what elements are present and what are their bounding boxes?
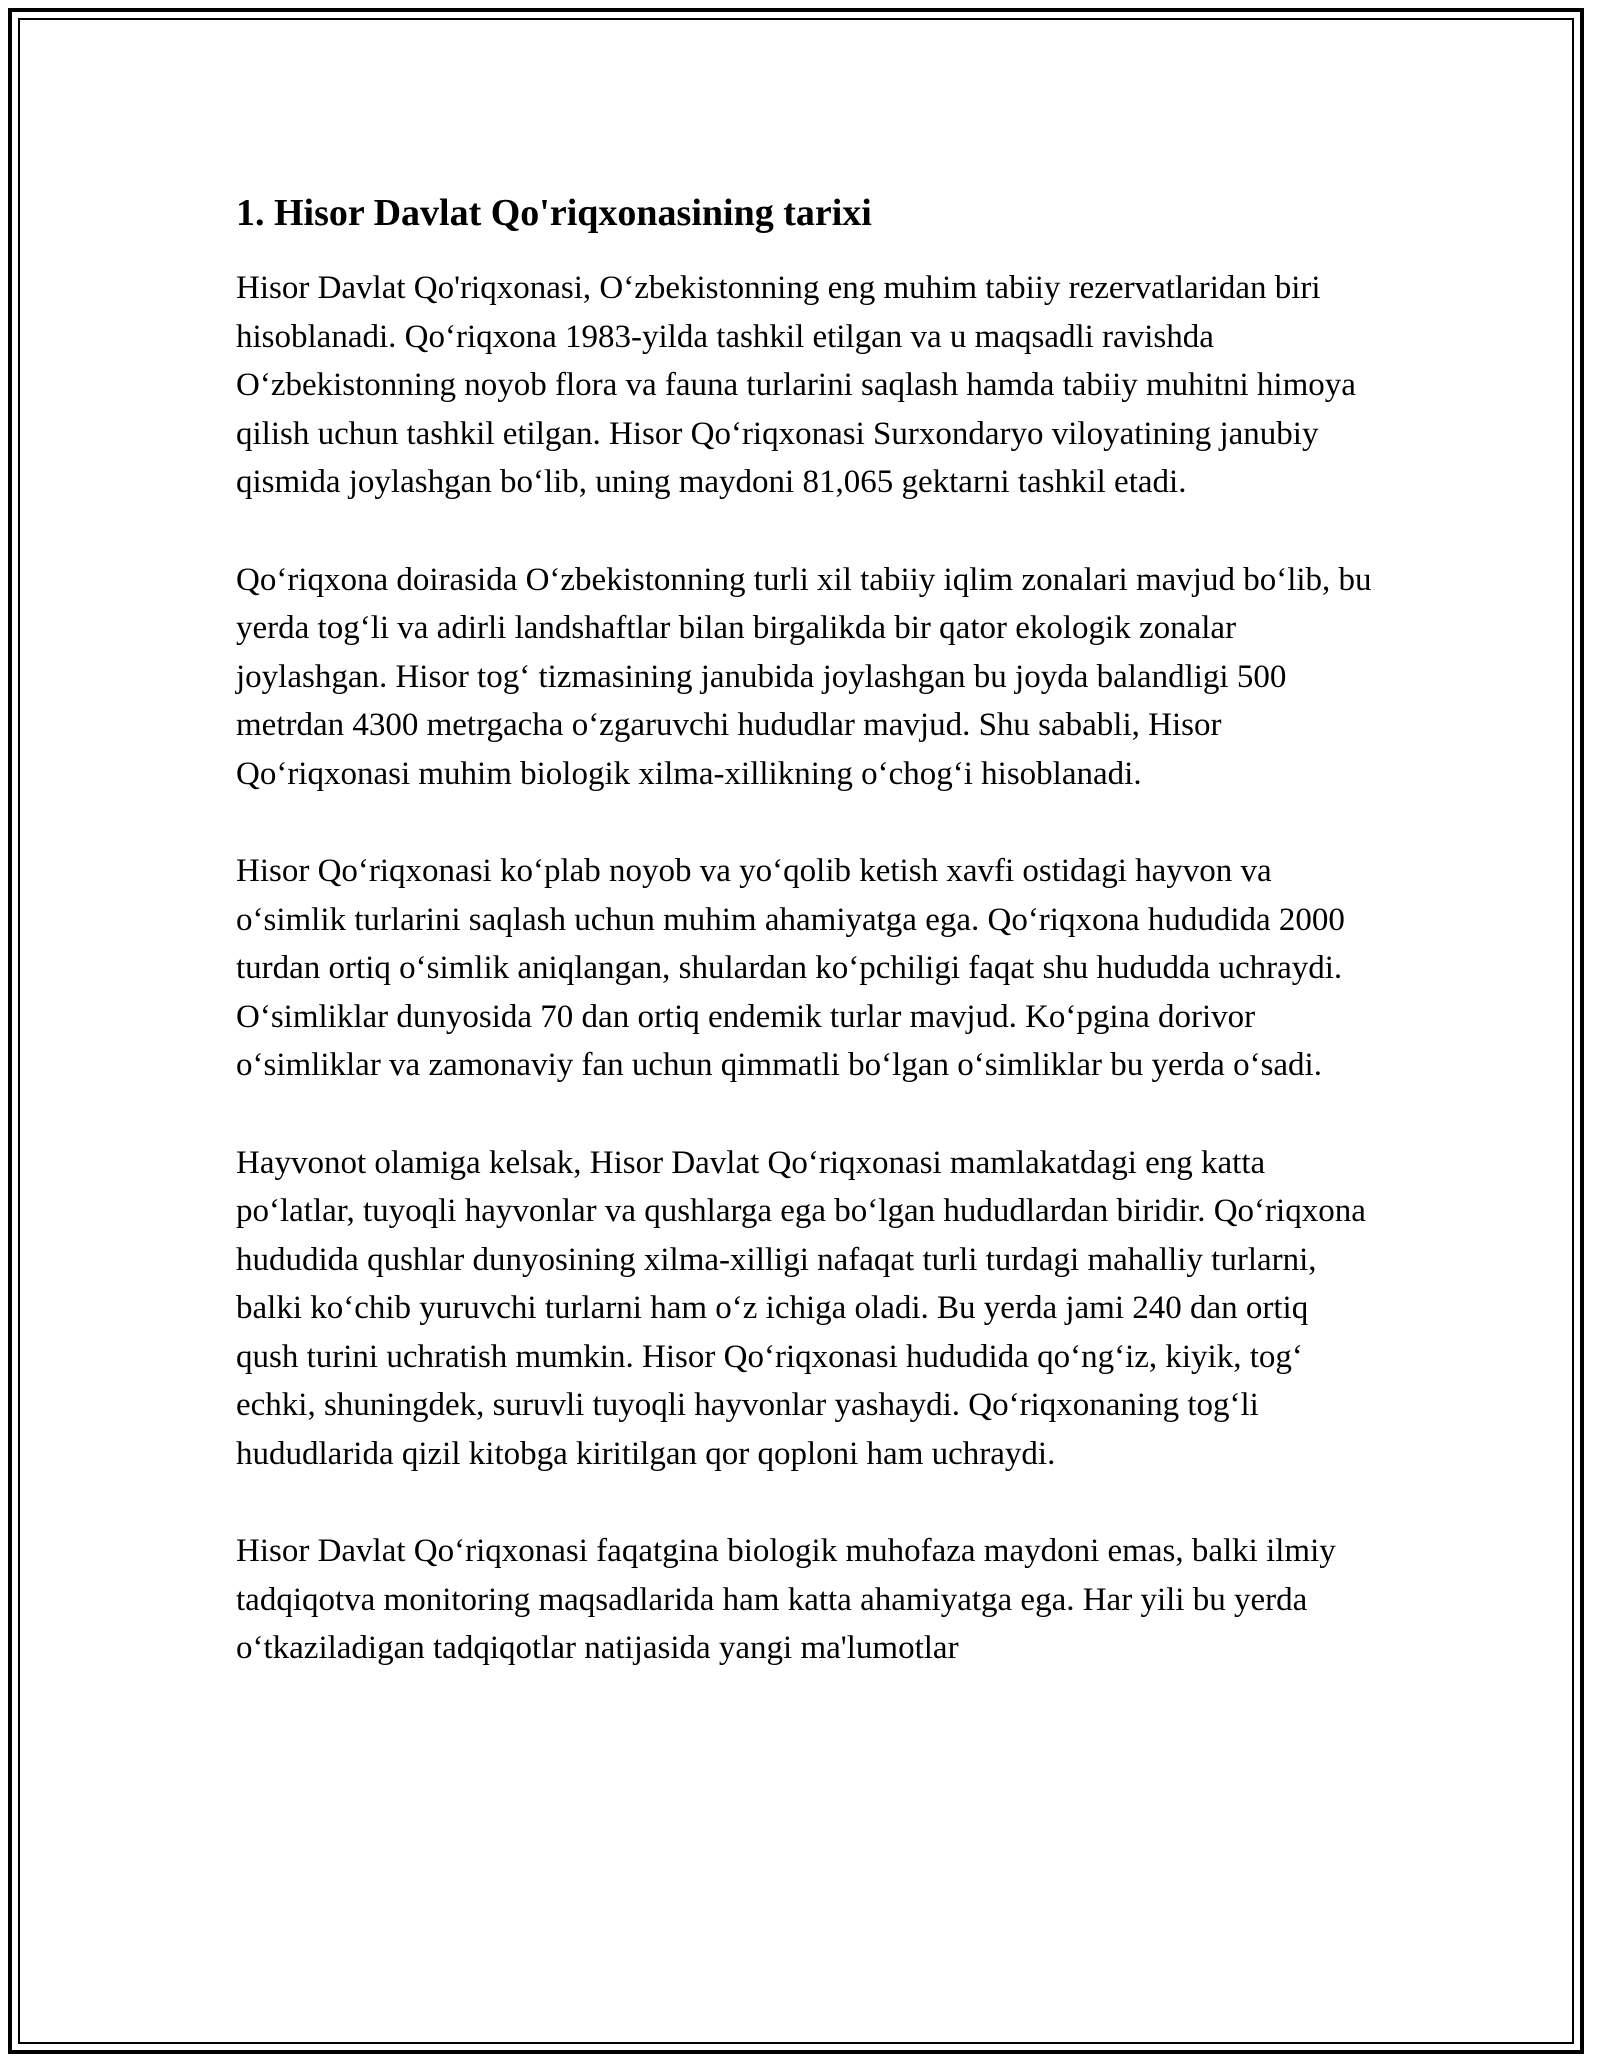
paragraph-research: Hisor Davlat Qo‘riqxonasi faqatgina biologik muhofaza maydoni emas, balki ilmiy tadqiqotva monitoring maqsadlarida ham katta ahamiyatga ega. Har yili bu yerda o‘tkaziladigan tadqiqotlar natijasida yangi ma'lumotlar [236,1533,1336,1666]
paragraph-climate-zones: Qo‘riqxona doirasida O‘zbekistonning turli xil tabiiy iqlim zonalari mavjud bo‘lib, bu yerda tog‘li va adirli landshaftlar bilan birgalikda bir qator ekologik zonalar joylashgan. Hisor tog‘ tizmasining janubida joylashgan bu joyda balandligi 500 metrdan 4300 metrgacha o‘zgaruvchi hududlar mavjud. Shu sababli, Hisor Qo‘riqxonasi muhim biologik xilma-xillikning o‘chog‘i hisoblanadi. [236,561,1372,792]
paragraph-fauna: Hayvonot olamiga kelsak, Hisor Davlat Qo‘riqxonasi mamlakatdagi eng katta po‘latlar, tuyoqli hayvonlar va qushlarga ega bo‘lgan hududlardan biridir. Qo‘riqxona hududida qushlar dunyosining xilma-xilligi nafaqat turli turdagi mahalliy turlarni, balki ko‘chib yuruvchi turlarni ham o‘z ichiga oladi. Bu yerda jami 240 dan ortiq qush turini uchratish mumkin. Hisor Qo‘riqxonasi hududida qo‘ng‘iz, kiyik, tog‘ echki, shuningdek, suruvli tuyoqli hayvonlar yashaydi. Qo‘riqxonaning tog‘li hududlarida qizil kitobga kiritilgan qor qoploni ham uchraydi. [236,1144,1366,1472]
document-body [236,186,1376,1722]
paragraph-history: Hisor Davlat Qo'riqxonasi, O‘zbekistonning eng muhim tabiiy rezervatlaridan biri hisoblanadi. Qo‘riqxona 1983-yilda tashkil etilgan va u maqsadli ravishda O‘zbekistonning noyob flora va fauna turlarini saqlash hamda tabiiy muhitni himoya qilish uchun tashkil etilgan. Hisor Qo‘riqxonasi Surxondaryo viloyatining janubiy qismida joylashgan bo‘lib, uning maydoni 81,065 gektarni tashkil etadi. [236,270,1356,500]
paragraph-flora: Hisor Qo‘riqxonasi ko‘plab noyob va yo‘qolib ketish xavfi ostidagi hayvon va o‘simlik turlarini saqlash uchun muhim ahamiyatga ega. Qo‘riqxona hududida 2000 turdan ortiq o‘simlik aniqlangan, shulardan ko‘pchiligi faqat shu hududda uchraydi. O‘simliklar dunyosida 70 dan ortiq endemik turlar mavjud. Ko‘pgina dorivor o‘simliklar va zamonaviy fan uchun qimmatli bo‘lgan o‘simliklar bu yerda o‘sadi. [236,853,1345,1083]
section-heading: 1. Hisor Davlat Qo'riqxonasining tarixi [236,192,872,234]
